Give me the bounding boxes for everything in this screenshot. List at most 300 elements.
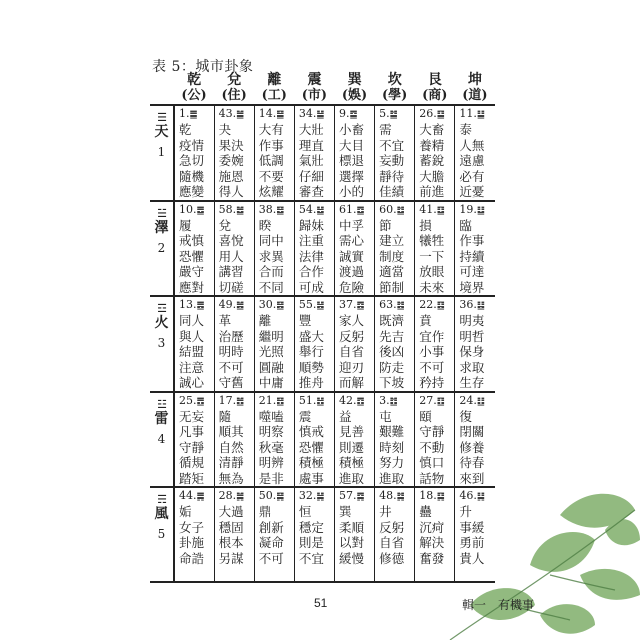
hexagram-text-line: 用人 xyxy=(218,248,244,264)
hexagram-cell xyxy=(335,487,375,582)
column-category: (學) xyxy=(382,88,408,103)
hexagram-text-line: 井 xyxy=(379,504,392,519)
hexagram-text-line: 中庸 xyxy=(258,375,284,390)
hexagram-text-line: 順其 xyxy=(218,424,244,439)
hexagram-cell xyxy=(214,201,254,297)
hexagram-cell xyxy=(375,105,415,201)
hexagram-text-line: 理直 xyxy=(298,137,324,153)
column-category: (工) xyxy=(261,88,287,103)
hexagram-index: 49. xyxy=(218,298,237,311)
hexagram-index: 9. xyxy=(339,107,350,120)
hexagram-icon: ䷪ xyxy=(236,110,245,120)
hexagram-text-line: 可達 xyxy=(459,264,485,279)
hexagram-index: 14. xyxy=(258,107,277,120)
hexagram-number xyxy=(219,203,254,218)
hexagram-cell xyxy=(455,201,495,297)
hexagram-text-line: 閉關 xyxy=(459,424,485,439)
hexagram-text-line: 建立 xyxy=(379,233,405,248)
hexagram-text-line: 標退 xyxy=(339,153,365,168)
hexagram-text-line: 沉疴 xyxy=(419,519,445,535)
hexagram-number xyxy=(459,394,495,409)
hexagram-number xyxy=(379,489,414,504)
column-trigram: 震 xyxy=(307,72,322,88)
hexagram-text-line: 講習 xyxy=(218,264,244,279)
row-trigram-name: 雷 xyxy=(154,410,169,427)
hexagram-number xyxy=(459,298,495,313)
hexagram-text-line: 制度 xyxy=(379,248,405,264)
hexagram-text-line: 繼明 xyxy=(258,328,284,344)
hexagram-text-line: 節制 xyxy=(379,279,405,295)
hexagram-cell xyxy=(455,105,495,201)
hexagram-text-line: 下坡 xyxy=(379,375,405,390)
hexagram-icon: ䷼ xyxy=(356,205,365,216)
hexagram-icon: ䷨ xyxy=(436,205,445,216)
hexagram-cell xyxy=(174,392,214,488)
hexagram-text-line: 既濟 xyxy=(379,313,405,328)
hexagram-number xyxy=(419,298,454,313)
hexagram-text-line: 必有 xyxy=(459,168,485,184)
hexagram-icon: ䷑ xyxy=(436,492,445,502)
hexagram-text-line: 命誥 xyxy=(179,550,205,566)
hexagram-index: 37. xyxy=(339,298,357,311)
hexagram-text-line: 則是 xyxy=(298,535,324,550)
row-trigram-name: 風 xyxy=(154,506,169,522)
column-trigram: 乾 xyxy=(187,72,202,88)
hexagram-number xyxy=(459,203,495,218)
hexagram-text-line: 迎刃 xyxy=(339,359,365,375)
hexagram-text-line: 防走 xyxy=(379,359,405,375)
hexagram-text-line: 明哲 xyxy=(459,328,485,344)
column-header xyxy=(335,72,375,105)
hexagram-text-line: 大畜 xyxy=(419,122,445,137)
hexagram-icon: ䷤ xyxy=(356,301,365,311)
hexagram-text-line: 循規 xyxy=(179,455,205,470)
hexagram-index: 28. xyxy=(218,489,237,502)
hexagram-text-line: 慎戒 xyxy=(298,424,324,439)
hexagram-text-line: 是非 xyxy=(258,470,284,486)
hexagram-text-line: 泰 xyxy=(459,122,472,137)
hexagram-icon: ䷾ xyxy=(396,301,405,311)
hexagram-text-line: 創新 xyxy=(258,519,284,535)
hexagram-text-line: 喜悅 xyxy=(218,233,244,248)
hexagram-index: 58. xyxy=(218,202,237,216)
hexagram-icon: ䷱ xyxy=(276,492,285,502)
hexagram-text-line: 待春 xyxy=(459,455,485,470)
hexagram-cell xyxy=(174,487,214,582)
hexagram-text-line: 賁 xyxy=(419,313,432,328)
hexagram-text-line: 解決 xyxy=(419,535,445,550)
table-row xyxy=(150,201,495,297)
hexagram-index: 17. xyxy=(218,393,237,407)
hexagram-text-line: 噬嗑 xyxy=(258,408,284,424)
hexagram-text-line: 持續 xyxy=(459,248,485,264)
column-header xyxy=(294,72,334,105)
hexagram-text-line: 離 xyxy=(258,313,272,328)
hexagram-text-line: 根本 xyxy=(218,535,244,550)
trigram-symbol-icon: ☳ xyxy=(157,397,166,411)
hexagram-index: 46. xyxy=(459,489,477,502)
hexagram-text-line: 不可 xyxy=(218,359,244,375)
hexagram-cell xyxy=(254,201,294,297)
hexagram-cell xyxy=(415,105,455,201)
hexagram-index: 24. xyxy=(459,393,477,407)
hexagram-text-line: 柔順 xyxy=(339,519,365,535)
hexagram-index: 18. xyxy=(419,489,437,502)
hexagram-text-line: 損 xyxy=(419,217,432,233)
hexagram-text-line: 不可 xyxy=(419,359,445,375)
hexagram-text-line: 凝命 xyxy=(258,535,284,550)
hexagram-text-line: 治歷 xyxy=(218,328,244,344)
hexagram-index: 44. xyxy=(179,489,197,502)
hexagram-text-line: 明時 xyxy=(218,344,244,359)
column-category: (娛) xyxy=(341,88,368,103)
hexagram-text-line: 先吉 xyxy=(379,328,405,344)
column-category: (住) xyxy=(221,88,247,103)
hexagram-text-line: 不要 xyxy=(258,168,284,184)
hexagram-text-line: 時刻 xyxy=(379,439,405,455)
hexagram-index: 50. xyxy=(258,489,277,502)
column-header xyxy=(174,72,214,105)
hexagram-text-line: 炫耀 xyxy=(258,184,284,199)
hexagram-cell xyxy=(375,201,415,297)
hexagram-icon: ䷉ xyxy=(196,205,205,216)
hexagram-cell xyxy=(174,105,214,201)
hexagram-text-line: 震 xyxy=(298,408,312,424)
hexagram-number xyxy=(299,489,334,504)
table-row xyxy=(150,296,495,392)
hexagram-text-line: 不動 xyxy=(419,439,445,455)
hexagram-text-line: 努力 xyxy=(379,455,405,470)
hexagram-text-line: 秋毫 xyxy=(258,439,284,455)
column-header xyxy=(375,72,415,105)
hexagram-icon: ䷵ xyxy=(316,205,325,216)
hexagram-number xyxy=(259,298,294,313)
hexagram-text-line: 大膽 xyxy=(419,168,445,184)
hexagram-text-line: 佳績 xyxy=(379,184,405,199)
column-header xyxy=(214,72,254,105)
hexagram-text-line: 保身 xyxy=(459,344,485,359)
hexagram-text-line: 委婉 xyxy=(218,153,244,168)
hexagram-text-line: 無為 xyxy=(218,470,244,486)
hexagram-text-line: 誠心 xyxy=(179,375,205,390)
hexagram-text-line: 蠱 xyxy=(419,504,432,519)
row-trigram-name: 火 xyxy=(154,315,169,331)
hexagram-text-line: 益 xyxy=(339,408,352,424)
hexagram-cell xyxy=(294,487,334,582)
hexagram-text-line: 小的 xyxy=(339,184,365,199)
hexagram-number xyxy=(339,394,374,409)
hexagram-text-line: 誠實 xyxy=(339,248,365,264)
hexagram-text-line: 則遷 xyxy=(339,439,365,455)
hexagram-text-line: 不宜 xyxy=(298,550,324,566)
hexagram-text-line: 升 xyxy=(459,504,472,519)
hexagram-index: 61. xyxy=(339,202,357,216)
hexagram-text-line: 渡過 xyxy=(339,264,365,279)
hexagram-number xyxy=(299,298,334,313)
hexagram-icon: ䷌ xyxy=(196,301,205,311)
hexagram-cell xyxy=(455,296,495,392)
hexagram-number xyxy=(179,489,214,504)
hexagram-icon: ䷂ xyxy=(389,396,398,407)
hexagram-text-line: 修養 xyxy=(459,439,485,455)
hexagram-cell xyxy=(375,296,415,392)
column-trigram: 巽 xyxy=(347,72,362,88)
hexagram-text-line: 凡事 xyxy=(179,424,205,439)
hexagram-cell xyxy=(254,105,294,201)
hexagram-text-line: 不可 xyxy=(258,550,284,566)
hexagram-number xyxy=(379,107,414,122)
hexagram-text-line: 節 xyxy=(379,217,392,233)
hexagram-text-line: 乾 xyxy=(179,122,192,137)
trigram-symbol-icon: ☴ xyxy=(157,493,166,506)
hexagram-icon: ䷹ xyxy=(236,205,245,216)
hexagram-text-line: 兌 xyxy=(218,217,232,233)
hexagram-icon: ䷀ xyxy=(189,110,198,120)
column-trigram: 離 xyxy=(267,72,282,88)
hexagram-cell xyxy=(214,296,254,392)
row-number: 2 xyxy=(157,240,166,255)
hexagram-text-line: 同中 xyxy=(258,233,284,248)
hexagram-text-line: 復 xyxy=(459,408,472,424)
hexagram-text-line: 歸妹 xyxy=(298,217,324,233)
hexagram-text-line: 需心 xyxy=(339,233,365,248)
hexagram-number xyxy=(179,394,214,409)
hexagram-text-line: 戒慎 xyxy=(179,233,205,248)
hexagram-index: 34. xyxy=(298,107,317,120)
hexagram-text-line: 進取 xyxy=(339,470,365,486)
hexagram-text-line: 不宜 xyxy=(379,137,405,153)
hexagram-text-line: 後凶 xyxy=(379,344,405,359)
hexagram-cell xyxy=(254,487,294,582)
row-number: 4 xyxy=(157,431,166,446)
hexagram-cell xyxy=(294,296,334,392)
hexagram-index: 32. xyxy=(298,489,317,502)
hexagram-text-line: 疫情 xyxy=(179,137,205,153)
hexagram-text-line: 小畜 xyxy=(339,122,365,137)
hexagram-text-line: 積極 xyxy=(298,455,324,470)
column-category: (道) xyxy=(462,88,488,103)
hexagram-icon: ䷘ xyxy=(196,396,205,407)
hexagram-index: 3. xyxy=(379,393,390,407)
hexagram-index: 43. xyxy=(218,107,237,120)
hexagram-number xyxy=(419,394,454,409)
hexagram-icon: ䷡ xyxy=(316,110,325,120)
hexagram-icon: ䷗ xyxy=(476,396,485,407)
hexagram-text-line: 合作 xyxy=(298,264,324,279)
hexagram-icon: ䷻ xyxy=(396,205,405,216)
hexagram-cell xyxy=(294,201,334,297)
hexagram-text-line: 氣壯 xyxy=(298,153,324,168)
hexagram-text-line: 恐懼 xyxy=(298,439,324,455)
hexagram-text-line: 推舟 xyxy=(298,375,324,390)
hexagram-text-line: 勇前 xyxy=(459,535,485,550)
hexagram-text-line: 未來 xyxy=(419,279,445,295)
hexagram-cell xyxy=(174,201,214,297)
hexagram-text-line: 蓄銳 xyxy=(419,153,445,168)
hexagram-text-line: 可成 xyxy=(298,279,324,295)
hexagram-text-line: 求取 xyxy=(459,359,485,375)
hexagram-text-line: 踏矩 xyxy=(179,470,205,486)
hexagram-index: 1. xyxy=(179,107,190,120)
hexagram-text-line: 自然 xyxy=(218,439,244,455)
hexagram-text-line: 清靜 xyxy=(218,455,244,470)
hexagram-text-line: 妄動 xyxy=(379,153,405,168)
hexagram-icon: ䷊ xyxy=(476,110,485,120)
hexagram-icon: ䷄ xyxy=(389,110,398,120)
column-trigram: 坎 xyxy=(387,72,402,88)
hexagram-text-line: 明辨 xyxy=(258,455,284,470)
hexagram-text-line: 自省 xyxy=(379,535,405,550)
hexagram-icon: ䷝ xyxy=(276,301,285,311)
hexagram-index: 57. xyxy=(339,489,357,502)
hexagram-text-line: 履 xyxy=(179,217,192,233)
row-trigram-name: 澤 xyxy=(154,219,169,236)
hexagram-number xyxy=(259,394,294,409)
hexagram-index: 51. xyxy=(298,393,317,407)
hexagram-icon: ䷕ xyxy=(436,301,445,311)
hexagram-text-line: 合而 xyxy=(258,264,284,279)
row-number: 3 xyxy=(157,336,166,350)
hexagram-text-line: 遠慮 xyxy=(459,153,485,168)
hexagram-text-line: 卦施 xyxy=(179,535,205,550)
hexagram-text-line: 人無 xyxy=(459,137,485,153)
hexagram-index: 27. xyxy=(419,393,437,407)
hexagram-icon: ䷐ xyxy=(236,396,245,407)
hexagram-text-line: 睽 xyxy=(258,217,272,233)
hexagram-text-line: 明夷 xyxy=(459,313,485,328)
hexagram-index: 19. xyxy=(459,202,477,216)
hexagram-index: 30. xyxy=(258,298,277,311)
hexagram-cell xyxy=(214,392,254,488)
hexagram-number xyxy=(219,394,254,409)
hexagram-text-line: 犧牲 xyxy=(419,233,445,248)
hexagram-number xyxy=(459,107,495,122)
hexagram-number xyxy=(259,203,294,218)
hexagram-icon: ䷒ xyxy=(476,205,485,216)
hexagram-text-line: 守靜 xyxy=(419,424,445,439)
hexagram-number xyxy=(419,107,454,122)
corner-cell xyxy=(150,72,174,105)
hexagram-index: 48. xyxy=(379,489,397,502)
hexagram-text-line: 適當 xyxy=(379,264,405,279)
hexagram-text-line: 无妄 xyxy=(179,408,205,424)
hexagram-cell xyxy=(415,201,455,297)
hexagram-text-line: 盛大 xyxy=(298,328,324,344)
hexagram-text-line: 低調 xyxy=(258,153,284,168)
hexagram-text-line: 應變 xyxy=(179,184,205,199)
hexagram-cell xyxy=(415,296,455,392)
hexagram-text-line: 修德 xyxy=(379,550,405,566)
hexagram-text-line: 穩固 xyxy=(218,519,244,535)
hexagram-text-line: 守舊 xyxy=(218,375,244,390)
hexagram-text-line: 急切 xyxy=(179,153,205,168)
column-category: (公) xyxy=(181,88,207,103)
hexagram-text-line: 中孚 xyxy=(339,217,365,233)
hexagram-text-line: 一下 xyxy=(419,248,445,264)
hexagram-text-line: 作事 xyxy=(258,137,284,153)
hexagram-icon: ䷶ xyxy=(316,301,325,311)
column-header xyxy=(455,72,495,105)
hexagram-text-line: 巽 xyxy=(339,504,352,519)
hexagram-number xyxy=(179,107,214,122)
hexagram-text-line: 豐 xyxy=(298,313,312,328)
hexagram-text-line: 作事 xyxy=(459,233,485,248)
hexagram-index: 26. xyxy=(419,107,437,120)
hexagram-icon: ䷔ xyxy=(276,396,285,407)
hexagram-number xyxy=(219,489,254,504)
column-category: (市) xyxy=(301,88,328,103)
hexagram-icon: ䷭ xyxy=(476,492,485,502)
hexagram-cell xyxy=(335,105,375,201)
hexagram-cell xyxy=(375,392,415,488)
hexagram-number xyxy=(339,298,374,313)
hexagram-text-line: 恒 xyxy=(298,504,312,519)
hexagram-text-line: 危險 xyxy=(339,279,365,295)
hexagram-index: 54. xyxy=(298,202,317,216)
hexagram-text-line: 審查 xyxy=(298,184,324,199)
hexagram-cell xyxy=(214,487,254,582)
hexagram-number xyxy=(379,203,414,218)
column-trigram: 坤 xyxy=(467,72,482,88)
hexagram-cell xyxy=(294,392,334,488)
hexagram-index: 41. xyxy=(419,202,437,216)
hexagram-text-line: 大有 xyxy=(258,122,284,137)
hexagram-icon: ䷣ xyxy=(476,301,485,311)
hexagram-text-line: 鼎 xyxy=(258,504,272,519)
hexagram-number xyxy=(299,394,334,409)
hexagram-index: 22. xyxy=(419,298,437,311)
hexagram-number xyxy=(339,107,374,122)
hexagram-text-line: 艱難 xyxy=(379,424,405,439)
hexagram-text-line: 舉行 xyxy=(298,344,324,359)
hexagram-index: 63. xyxy=(379,298,397,311)
hexagram-number xyxy=(379,394,414,409)
row-header xyxy=(150,296,174,392)
hexagram-index: 36. xyxy=(459,298,477,311)
hexagram-icon: ䷩ xyxy=(356,396,365,407)
hexagram-text-line: 切磋 xyxy=(218,279,244,295)
hexagram-text-line: 慎口 xyxy=(419,455,445,470)
hexagram-text-line: 養精 xyxy=(419,137,445,153)
hexagram-icon: ䷰ xyxy=(236,301,245,311)
hexagram-icon: ䷸ xyxy=(356,492,365,502)
hexagram-icon: ䷯ xyxy=(396,492,405,502)
hexagram-text-line: 進取 xyxy=(379,470,405,486)
hexagram-text-line: 注重 xyxy=(298,233,324,248)
hexagram-cell xyxy=(294,105,334,201)
hexagram-index: 13. xyxy=(179,298,197,311)
hexagram-icon: ䷛ xyxy=(236,492,245,502)
trigram-symbol-icon: ☱ xyxy=(157,206,166,220)
hexagram-number xyxy=(219,298,254,313)
column-trigram: 兌 xyxy=(227,72,242,88)
hexagram-text-line: 緩慢 xyxy=(339,550,365,566)
hexagram-text-line: 圓融 xyxy=(258,359,284,375)
hexagram-text-line: 以對 xyxy=(339,535,365,550)
hexagram-text-line: 需 xyxy=(379,122,392,137)
hexagram-text-line: 大過 xyxy=(218,504,244,519)
row-header xyxy=(150,105,174,201)
hexagram-text-line: 小事 xyxy=(419,344,445,359)
hexagram-text-line: 隨 xyxy=(218,408,232,424)
column-category: (商) xyxy=(422,88,448,103)
hexagram-number xyxy=(379,298,414,313)
hexagram-text-line: 見善 xyxy=(339,424,365,439)
hexagram-text-line: 果決 xyxy=(218,137,244,153)
hexagram-text-line: 前進 xyxy=(419,184,445,199)
hexagram-text-line: 注意 xyxy=(179,359,205,375)
page-number: 51 xyxy=(314,596,328,610)
